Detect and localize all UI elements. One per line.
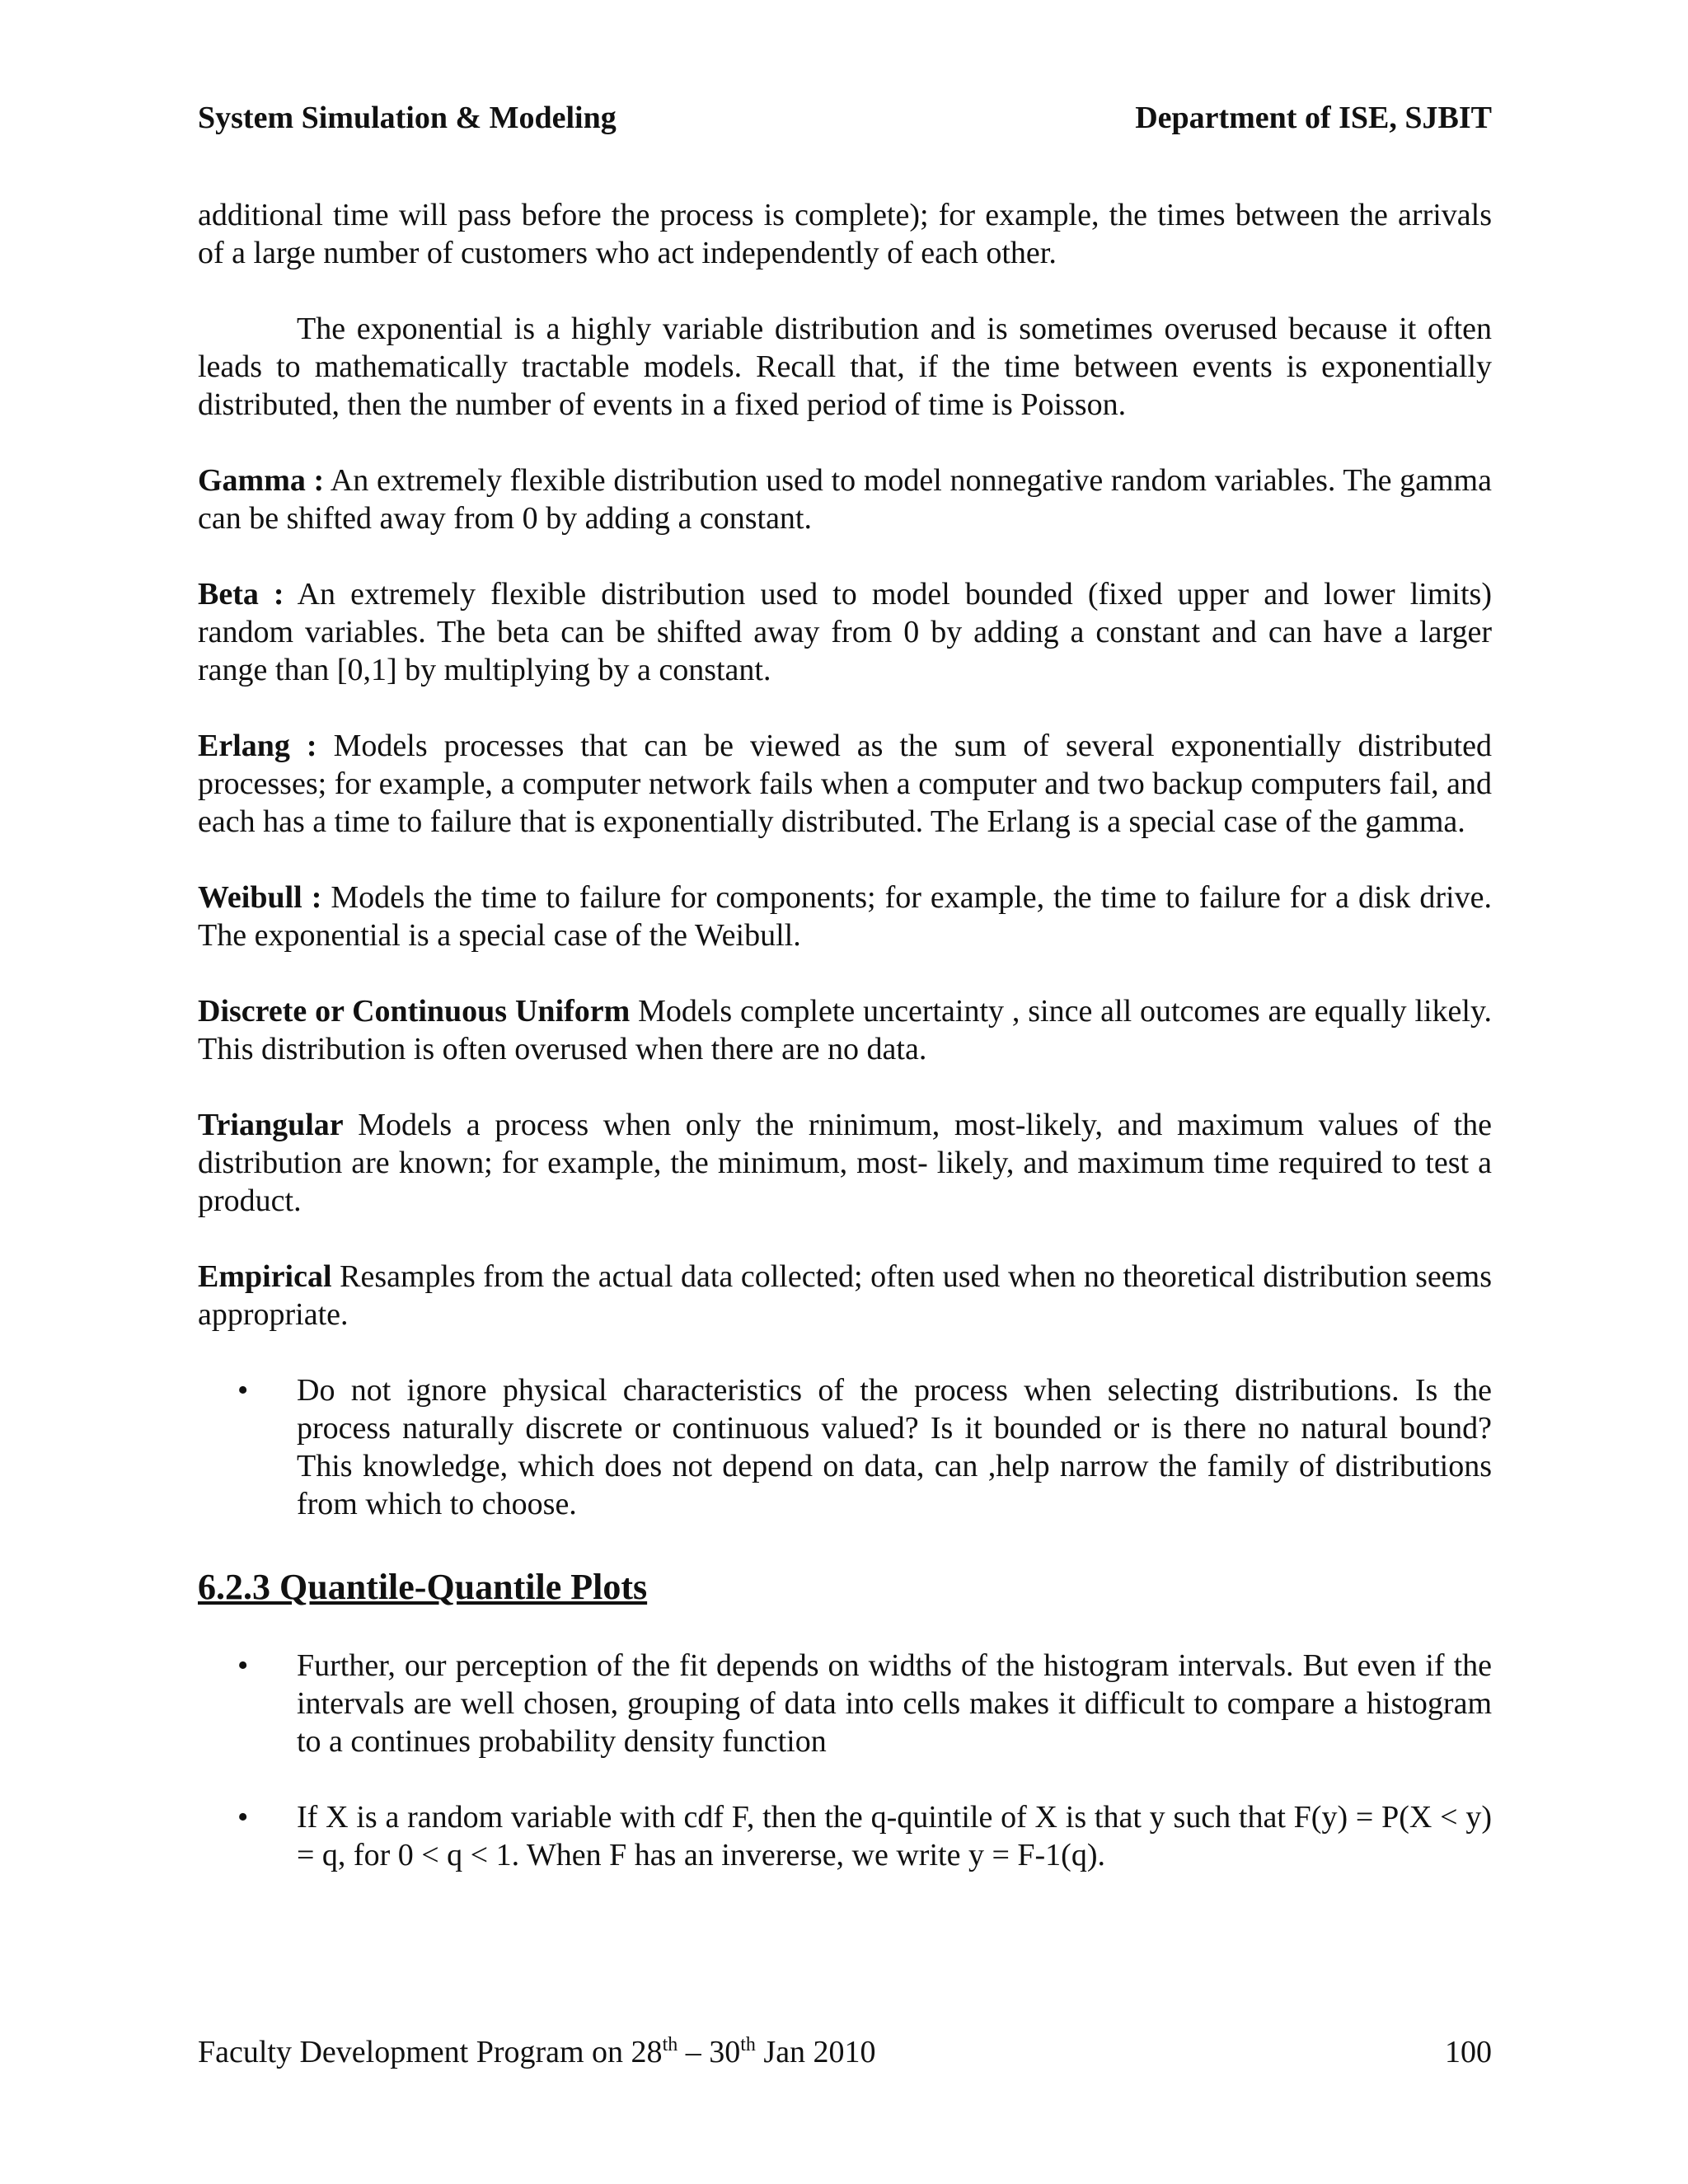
paragraph-beta	[198, 575, 1492, 689]
paragraph-gamma	[198, 462, 1492, 537]
term-weibull: Weibull :	[198, 880, 322, 915]
paragraph-text: additional time will pass before the process is complete); for example, the times between the arrivals of a large number of customers who act independently of each other.	[198, 198, 1492, 270]
header-course-title: System Simulation & Modeling	[198, 101, 617, 135]
term-beta: Beta :	[198, 577, 284, 612]
footer-text: Jan 2010	[755, 2035, 876, 2069]
section-title: 6.2.3 Quantile-Quantile Plots	[198, 1567, 648, 1607]
definition-erlang: Models processes that can be viewed as the sum of several exponentially distributed processes; for example, a computer network fails when a computer and two backup computers fail, and each has a time to failure that is exponentially distributed. The Erlang is a special case of the gamma.	[198, 729, 1492, 839]
list-item	[198, 1647, 1492, 1760]
definition-triangular: Models a process when only the rninimum, most-likely, and maximum values of the distribution are known; for example, the minimum, most- likely, and maximum time required to test a product.	[198, 1108, 1492, 1218]
paragraph-triangular	[198, 1106, 1492, 1220]
definition-uniform: Models complete uncertainty , since all outcomes are equally likely. This distribution is often overused when there are no data.	[198, 994, 1493, 1066]
footer-text: – 30	[678, 2035, 741, 2069]
paragraph-continuation	[198, 196, 1492, 272]
page-number: 100	[1445, 2035, 1492, 2069]
page-header	[198, 97, 1492, 138]
term-erlang: Erlang :	[198, 729, 317, 763]
term-uniform: Discrete or Continuous Uniform	[198, 994, 631, 1029]
definition-weibull: Models the time to failure for components; for example, the time to failure for a disk drive. The exponential is a special case of the Weibull.	[198, 880, 1492, 953]
paragraph-empirical	[198, 1258, 1492, 1333]
paragraph-weibull	[198, 879, 1492, 954]
paragraph-uniform	[198, 992, 1492, 1068]
footer-superscript: th	[740, 2034, 756, 2055]
bullet-icon: •	[237, 1648, 249, 1683]
bullet-icon: •	[237, 1373, 249, 1408]
list-item	[198, 1371, 1492, 1523]
definition-empirical: Resamples from the actual data collected; often used when no theoretical distribution seems appropriate.	[198, 1259, 1492, 1332]
term-empirical: Empirical	[198, 1259, 332, 1294]
term-triangular: Triangular	[198, 1108, 344, 1142]
definition-beta: An extremely flexible distribution used to model bounded (fixed upper and lower limits) random variables. The beta can be shifted away from 0 by adding a constant and can have a larger range than [0,1] by multiplying by a constant.	[198, 577, 1492, 687]
footer-program	[198, 2032, 876, 2073]
paragraph-exponential	[198, 310, 1492, 424]
header-department: Department of ISE, SJBIT	[1135, 101, 1492, 135]
page-footer	[198, 2032, 1492, 2073]
paragraph-erlang	[198, 727, 1492, 841]
footer-text: Faculty Development Program on 28	[198, 2035, 663, 2069]
list-item-text: If X is a random variable with cdf F, then the q-quintile of X is that y such that F(y) = P(X < y) = q, for 0 < q < 1. When F has an invererse, we write y = F-1(q).	[297, 1800, 1492, 1872]
list-item-text: Do not ignore physical characteristics of the process when selecting distributions. Is the process naturally discrete or continuous valued? Is it bounded or is there no natural bound? This knowledge, which does not depend on data, can ,help narrow the family of distributions from which to choose.	[297, 1373, 1492, 1521]
term-gamma: Gamma :	[198, 463, 325, 498]
list-item-text: Further, our perception of the fit depends on widths of the histogram intervals. But even if the intervals are well chosen, grouping of data into cells makes it difficult to compare a histogram to a continues probability density function	[297, 1648, 1492, 1759]
definition-gamma: An extremely flexible distribution used to model nonnegative random variables. The gamma can be shifted away from 0 by adding a constant.	[198, 463, 1492, 536]
paragraph-text: The exponential is a highly variable distribution and is sometimes overused because it often leads to mathematically tractable models. Recall that, if the time between events is exponentially distributed, then the number of events in a fixed period of time is Poisson.	[198, 312, 1492, 422]
bullet-icon: •	[237, 1800, 249, 1835]
footer-superscript: th	[662, 2034, 678, 2055]
list-item	[198, 1798, 1492, 1874]
